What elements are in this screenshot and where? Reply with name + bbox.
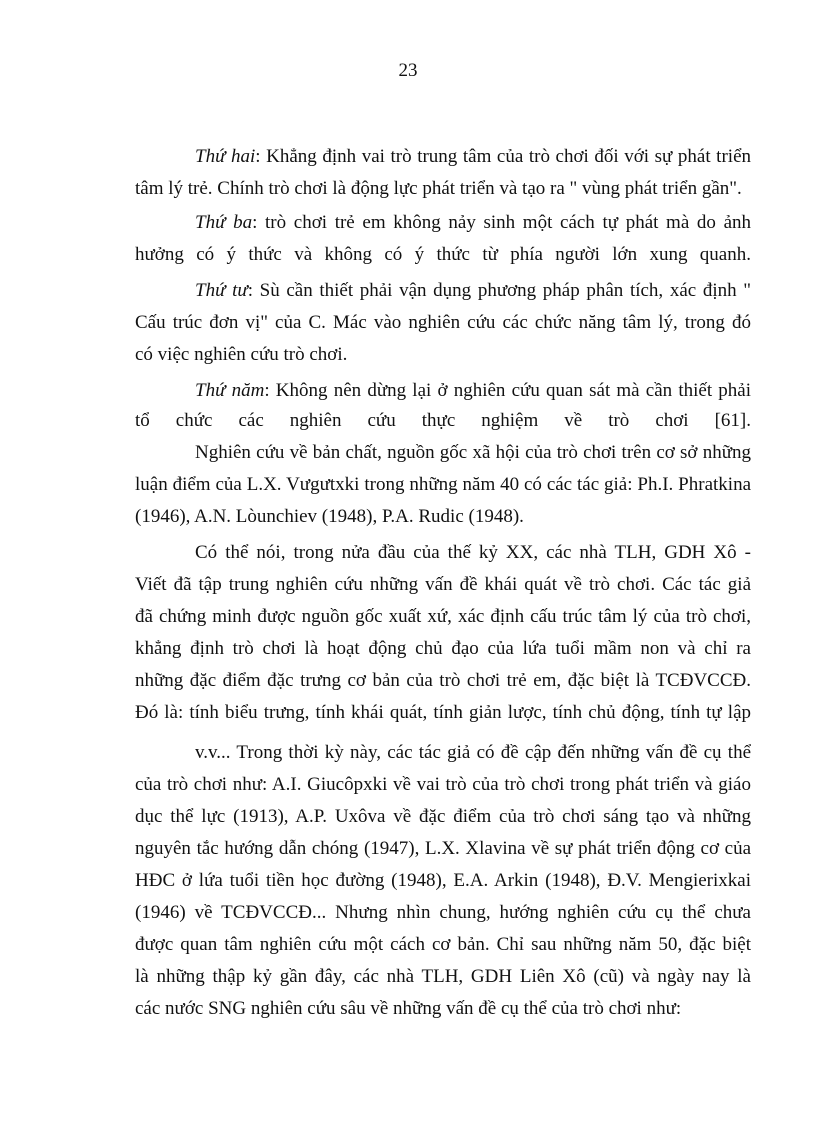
paragraph-line: được quan tâm nghiên cứu một cách cơ bản. Chỉ sau những năm 50, đặc biệt [135, 934, 751, 955]
paragraph-line: có việc nghiên cứu trò chơi. [135, 344, 348, 365]
paragraph-line: các nước SNG nghiên cứu sâu về những vấn đề cụ thể của trò chơi như: [135, 998, 682, 1019]
paragraph-line: HĐC ở lứa tuổi tiền học đường (1948), E.A. Arkin (1948), Đ.V. Mengierixkai [135, 870, 751, 891]
paragraph-line: Cấu trúc đơn vị" của C. Mác vào nghiên cứu các chức năng tâm lý, trong đó [135, 312, 751, 333]
paragraph-line: Đó là: tính biểu trưng, tính khái quát, tính giản lược, tính chủ động, tính tự lập [135, 702, 751, 723]
paragraph-line: Thứ năm: Không nên dừng lại ở nghiên cứu quan sát mà cần thiết phải [195, 380, 752, 401]
paragraph-line: của trò chơi như: A.I. Giucôpxki về vai trò của trò chơi trong phát triển và giáo [135, 774, 751, 795]
paragraph-line: nguyên tắc hướng dẫn chóng (1947), L.X. Xlavina về sự phát triển động cơ của [135, 838, 751, 859]
paragraph-line: v.v... Trong thời kỳ này, các tác giả có đề cập đến những vấn đề cụ thể [195, 742, 751, 763]
paragraph-line: (1946), A.N. Lòunchiev (1948), P.A. Rudic (1948). [135, 506, 524, 527]
paragraph-line: tâm lý trẻ. Chính trò chơi là động lực phát triển và tạo ra " vùng phát triển gần". [135, 178, 742, 199]
paragraph-label: Thứ ba [195, 212, 253, 233]
paragraph-line: tổ chức các nghiên cứu thực nghiệm về trò chơi [61]. [135, 410, 751, 431]
paragraph-line: hưởng có ý thức và không có ý thức từ phía người lớn xung quanh. [135, 244, 751, 265]
paragraph-line: dục thể lực (1913), A.P. Uxôva về đặc điểm của trò chơi sáng tạo và những [135, 806, 751, 827]
paragraph-line: Có thể nói, trong nửa đầu của thế kỷ XX, các nhà TLH, GDH Xô - [195, 542, 751, 563]
paragraph-line: Thứ hai: Khẳng định vai trò trung tâm của trò chơi đối với sự phát triển [195, 146, 752, 167]
paragraph-line: Thứ tư: Sù cần thiết phải vận dụng phương pháp phân tích, xác định " [195, 280, 751, 301]
paragraph-line: (1946) về TCĐVCCĐ... Nhưng nhìn chung, hướng nghiên cứu cụ thể chưa [135, 902, 751, 923]
paragraph-line: là những thập kỷ gần đây, các nhà TLH, GDH Liên Xô (cũ) và ngày nay là [135, 966, 751, 987]
paragraph-line: khẳng định trò chơi là hoạt động chủ đạo của lứa tuổi mầm non và chỉ ra [135, 638, 751, 659]
paragraph-line: luận điểm của L.X. Vưgưtxki trong những năm 40 có các tác giả: Ph.I. Phratkina [135, 474, 751, 495]
paragraph-line: những đặc điểm đặc trưng cơ bản của trò chơi trẻ em, đặc biệt là TCĐVCCĐ. [135, 670, 751, 691]
paragraph-label: Thứ năm [195, 380, 265, 401]
page-number: 23 [398, 60, 418, 81]
paragraph-line: đã chứng minh được nguồn gốc xuất xứ, xác định cấu trúc tâm lý của trò chơi, [135, 606, 751, 627]
paragraph-label: Thứ tư [195, 280, 248, 301]
paragraph-line: Thứ ba: trò chơi trẻ em không nảy sinh một cách tự phát mà do ảnh [195, 212, 751, 233]
paragraph-line: Viết đã tập trung nghiên cứu những vấn đề khái quát về trò chơi. Các tác giả [135, 574, 751, 595]
paragraph-label: Thứ hai [195, 146, 256, 167]
paragraph-line: Nghiên cứu về bản chất, nguồn gốc xã hội của trò chơi trên cơ sở những [195, 442, 751, 463]
